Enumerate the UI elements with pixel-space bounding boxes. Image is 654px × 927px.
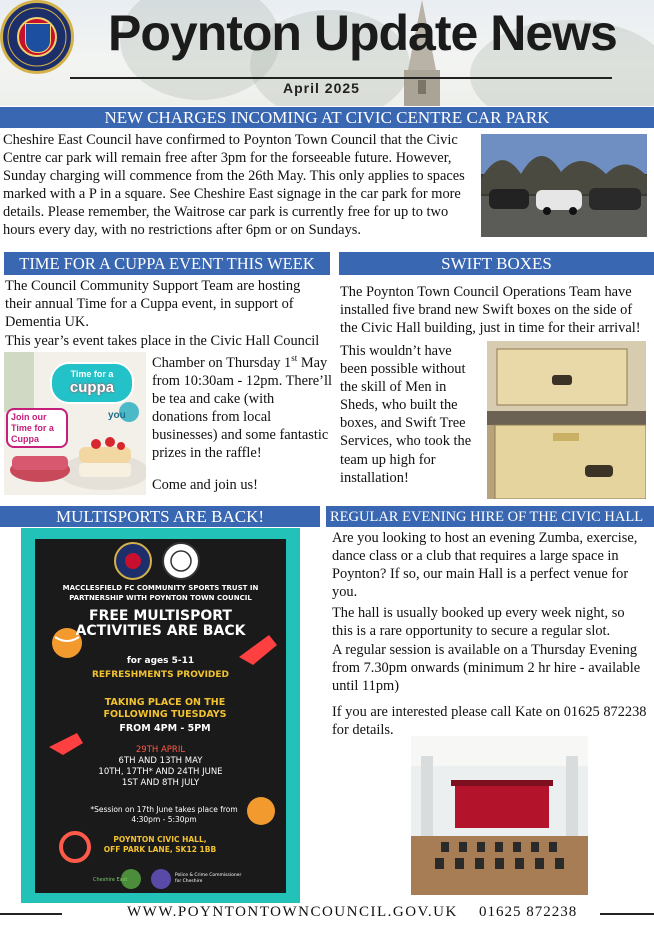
car-park-heading: NEW CHARGES INCOMING AT CIVIC CENTRE CAR PARK — [0, 107, 654, 128]
poster-date3: 10TH, 17TH* AND 24TH JUNE — [98, 767, 223, 777]
footer-rule-left — [0, 913, 62, 915]
cuppa-heading: TIME FOR A CUPPA EVENT THIS WEEK — [4, 252, 330, 275]
hall-hire-p1: Are you looking to host an evening Zumba, exercise, dance class or a club that requires a large space in Poynton? If so, our main Hall is a perfect venue for you. — [332, 530, 638, 601]
title-rule — [70, 77, 612, 79]
join-our-cuppa-label: Join our Time for a Cuppa — [6, 408, 68, 448]
poster-date4: 1ST AND 8TH JULY — [121, 778, 200, 788]
swift-boxes-photo — [487, 341, 646, 499]
poster-sponsor-cheshire-east: Cheshire East — [93, 877, 128, 883]
cuppa-detail-part2: May from 10:30am - 12pm. There’ll be tea and cake (with donations from local businesses) and some fantastic prizes in the raffle! — [152, 355, 332, 462]
cuppa-detail-part1: Chamber on Thursday 1 — [152, 355, 292, 371]
hall-hire-p2: The hall is usually booked up every week night, so this is a rare opportunity to secure a regular slot. — [332, 605, 625, 640]
footer-phone: 01625 872238 — [479, 904, 578, 920]
poster-date1: 29TH APRIL — [135, 745, 186, 755]
newsletter-title: Poynton Update News — [108, 5, 617, 61]
car-park-body: Cheshire East Council have confirmed to Poynton Town Council that the Civic Centre car park will remain free after 3pm for the forseeable future. However, Sunday charging will commence from the 26th May. This only applies to spaces marked with a P in a square. See Cheshire East signage in the car park for more details. Please remember, the Waitrose car park is currently free for up to two hours every day, with no restrictions after 6pm or on Sundays. — [3, 132, 465, 239]
poster-date2: 6TH AND 13TH MAY — [118, 756, 203, 766]
cuppa-intro: The Council Community Support Team are hosting their annual Time for a Cuppa event, in support of Dementia UK. — [5, 278, 301, 331]
poster-venue2: OFF PARK LANE, SK12 1BB — [103, 845, 217, 854]
shield-icon — [25, 23, 51, 53]
poster-dates — [55, 745, 266, 789]
poster-sponsor-pcc: Police & Crime Commissioner for Cheshire — [175, 873, 242, 884]
poster-time: FROM 4PM - 5PM — [119, 723, 211, 734]
poster-when: TAKING PLACE ON THE FOLLOWING TUESDAYS — [103, 697, 227, 720]
cuppa-closing: Come and join us! — [152, 477, 258, 493]
cuppa-detail — [152, 354, 332, 463]
poster-panel — [35, 539, 286, 893]
cuppa-line: This year’s event takes place in the Civic Hall Council — [5, 333, 320, 349]
cuppa-badge-line2: cuppa — [69, 379, 115, 396]
hall-hire-p3: A regular session is available on a Thursday Evening from 7.30pm onwards (minimum 2 hr hire - available until 11pm) — [332, 642, 641, 695]
hall-hire-p4: If you are interested please call Kate on 01625 872238 for details. — [332, 704, 647, 739]
council-crest-logo — [0, 0, 74, 74]
issue-date: April 2025 — [283, 80, 360, 96]
cuppa-badge-line1: Time for a — [70, 369, 114, 379]
multisport-poster — [21, 528, 300, 903]
swift-detail: This wouldn’t have been possible without the skill of Men in Sheds, who built the boxes, and Swift Tree Services, who took the team up high for installation! — [340, 343, 472, 486]
swift-boxes-heading: SWIFT BOXES — [339, 252, 654, 275]
poster-note: *Session on 17th June takes place from 4:30pm - 5:30pm — [90, 805, 238, 824]
poster-refreshments: REFRESHMENTS PROVIDED — [91, 670, 230, 680]
multisports-heading: MULTISPORTS ARE BACK! — [0, 506, 320, 527]
cuppa-poster-you: you — [108, 410, 126, 421]
poster-partner-text: MACCLESFIELD FC COMMUNITY SPORTS TRUST IN PARTNERSHIP WITH POYNTON TOWN COUNCIL — [62, 584, 259, 602]
footer-rule-right — [600, 913, 654, 915]
poster-headline: FREE MULTISPORT ACTIVITIES ARE BACK — [75, 608, 246, 639]
footer-website-link[interactable]: WWW.POYNTONTOWNCOUNCIL.GOV.UK — [127, 904, 458, 920]
hall-hire-heading: REGULAR EVENING HIRE OF THE CIVIC HALL — [326, 506, 654, 527]
poster-ages: for ages 5-11 — [126, 656, 195, 666]
time-for-a-cuppa-poster — [4, 352, 146, 495]
civic-hall-photo — [411, 736, 588, 895]
poster-venue1: POYNTON CIVIC HALL, — [113, 835, 207, 844]
cuppa-badge — [50, 362, 134, 404]
car-park-photo — [481, 134, 647, 237]
cuppa-detail-sup: st — [291, 353, 298, 364]
poster-venue — [85, 835, 235, 855]
swift-intro: The Poynton Town Council Operations Team have installed five brand new Swift boxes on the side of the Civic Hall building, just in time for their arrival! — [340, 284, 641, 337]
